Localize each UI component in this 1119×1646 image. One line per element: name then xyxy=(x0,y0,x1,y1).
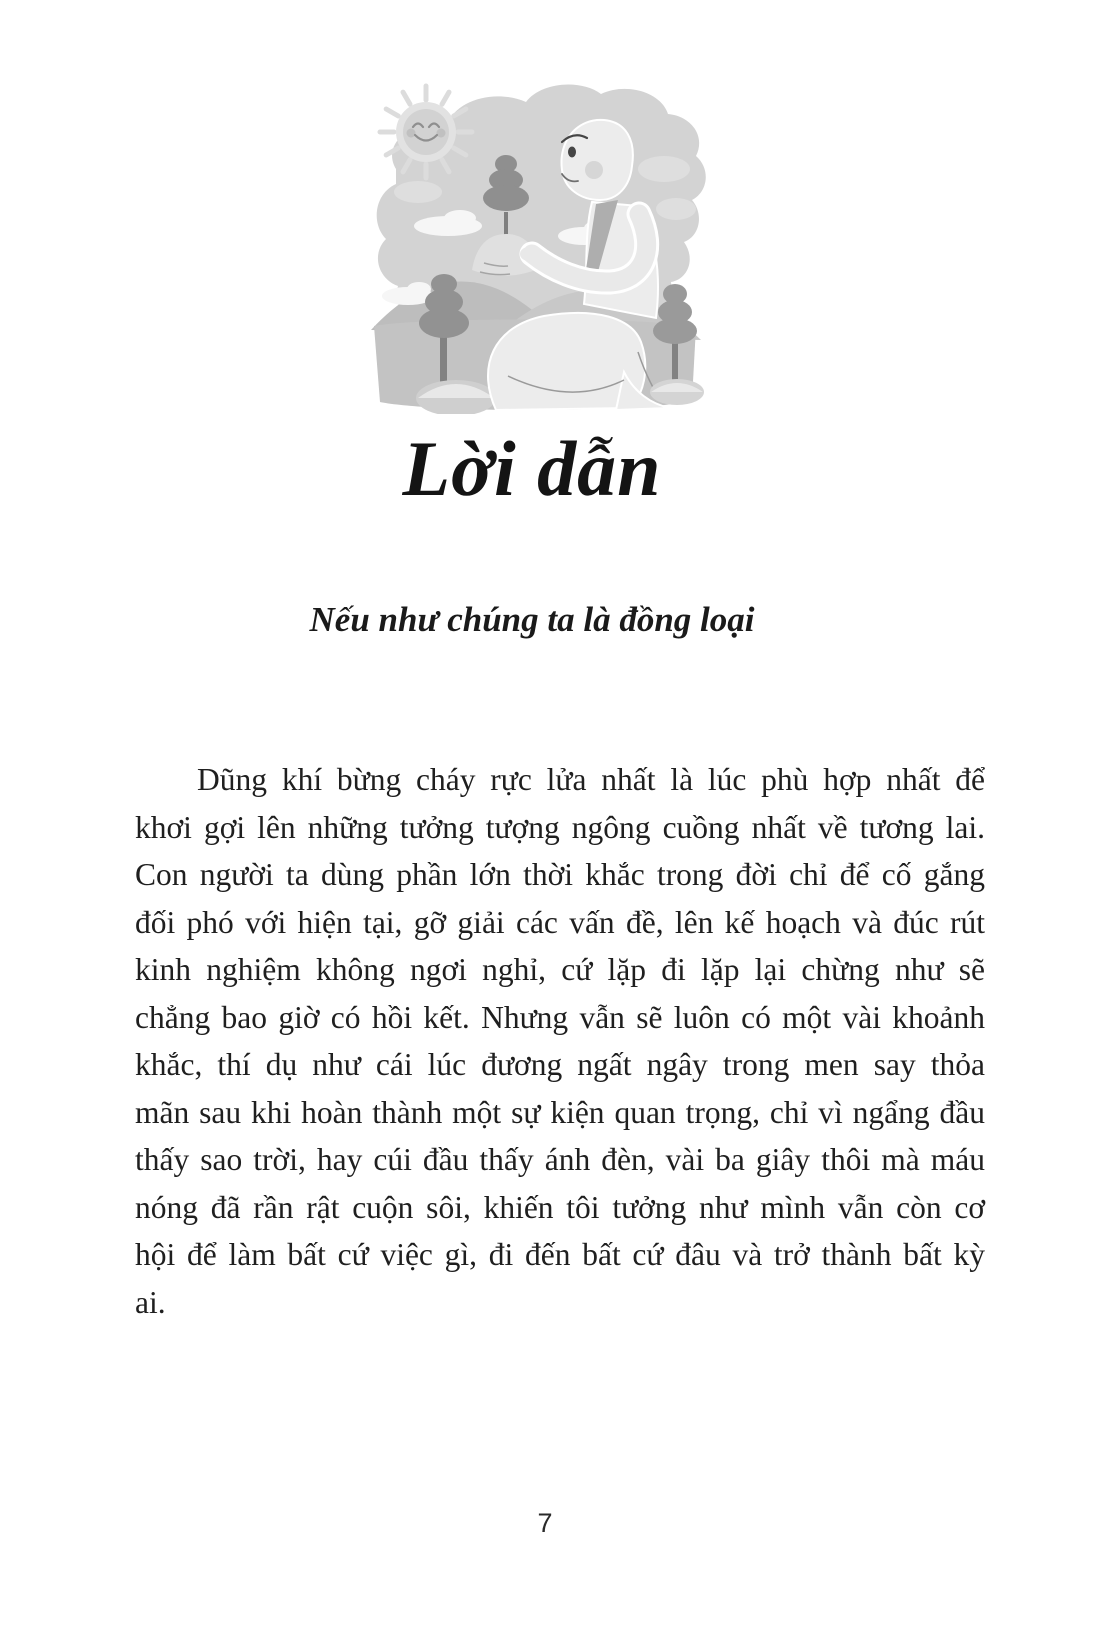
page-number: 7 xyxy=(537,1508,553,1538)
body-paragraph: Dũng khí bừng cháy rực lửa nhất là lúc phù hợp nhất để khơi gợi lên những tưởng tượng ngông cuồng nhất về tương lai. Con người ta dùng phần lớn thời khắc trong đời chỉ để cố gắng đối phó với hiện tại, gỡ giải các vấn đề, lên kế hoạch và đúc rút kinh nghiệm không ngơi nghỉ, cứ lặp đi lặp lại chừng như sẽ chẳng bao giờ có hồi kết. Nhưng vẫn sẽ luôn có một vài khoảnh khắc, thí dụ như cái lúc đương ngất ngây trong men say thỏa mãn sau khi hoàn thành một sự kiện quan trọng, chỉ vì ngẩng đầu thấy sao trời, hay cúi đầu thấy ánh đèn, vài ba giây thôi mà máu nóng đã rần rật cuộn sôi, khiến tôi tưởng như mình vẫn còn cơ hội để làm bất cứ việc gì, đi đến bất cứ đâu và trở thành bất kỳ ai. xyxy=(135,762,985,1320)
illustration-woman-planting xyxy=(356,74,712,414)
chapter-title: Lời dẫn xyxy=(402,425,662,512)
rock-right xyxy=(650,379,704,405)
chapter-subtitle: Nếu như chúng ta là đồng loại xyxy=(309,600,755,639)
